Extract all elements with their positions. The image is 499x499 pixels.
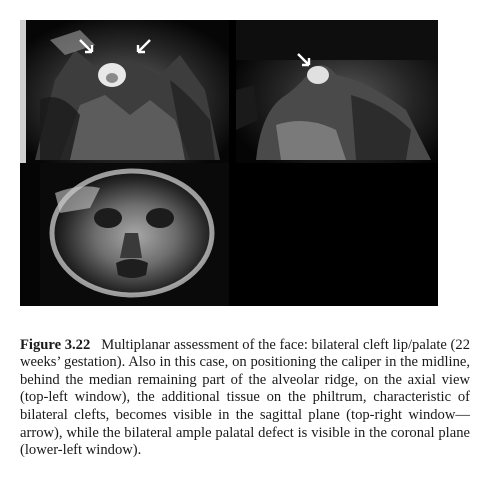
arrow-icon xyxy=(296,52,314,70)
axial-ultrasound-image xyxy=(20,20,229,163)
sagittal-view-window xyxy=(236,20,438,163)
caption-text: Multiplanar assessment of the face: bilateral cleft lip/palate (22 weeks’ gestation). Also in this case, on positioning the caliper in the midline, behind the median remaining part of the alveolar ridge, on the axial view (top-left window), the additional tissue on the philtrum, characteristic of bilateral clefts, becomes visible in the sagittal plane (top-right window—arrow), while the bilateral ample palatal defect is visible in the coronal plane (lower-left window). xyxy=(20,336,470,459)
arrow-icon xyxy=(132,38,152,58)
axial-view-window xyxy=(20,20,229,163)
empty-window xyxy=(229,163,438,306)
arrow-icon xyxy=(78,38,98,58)
figure-caption xyxy=(20,337,470,460)
coronal-ultrasound-image xyxy=(20,163,229,306)
figure-label: Figure 3.22 xyxy=(20,336,91,353)
ultrasound-figure xyxy=(20,20,438,306)
sagittal-ultrasound-image xyxy=(236,20,438,163)
coronal-view-window xyxy=(20,163,229,306)
